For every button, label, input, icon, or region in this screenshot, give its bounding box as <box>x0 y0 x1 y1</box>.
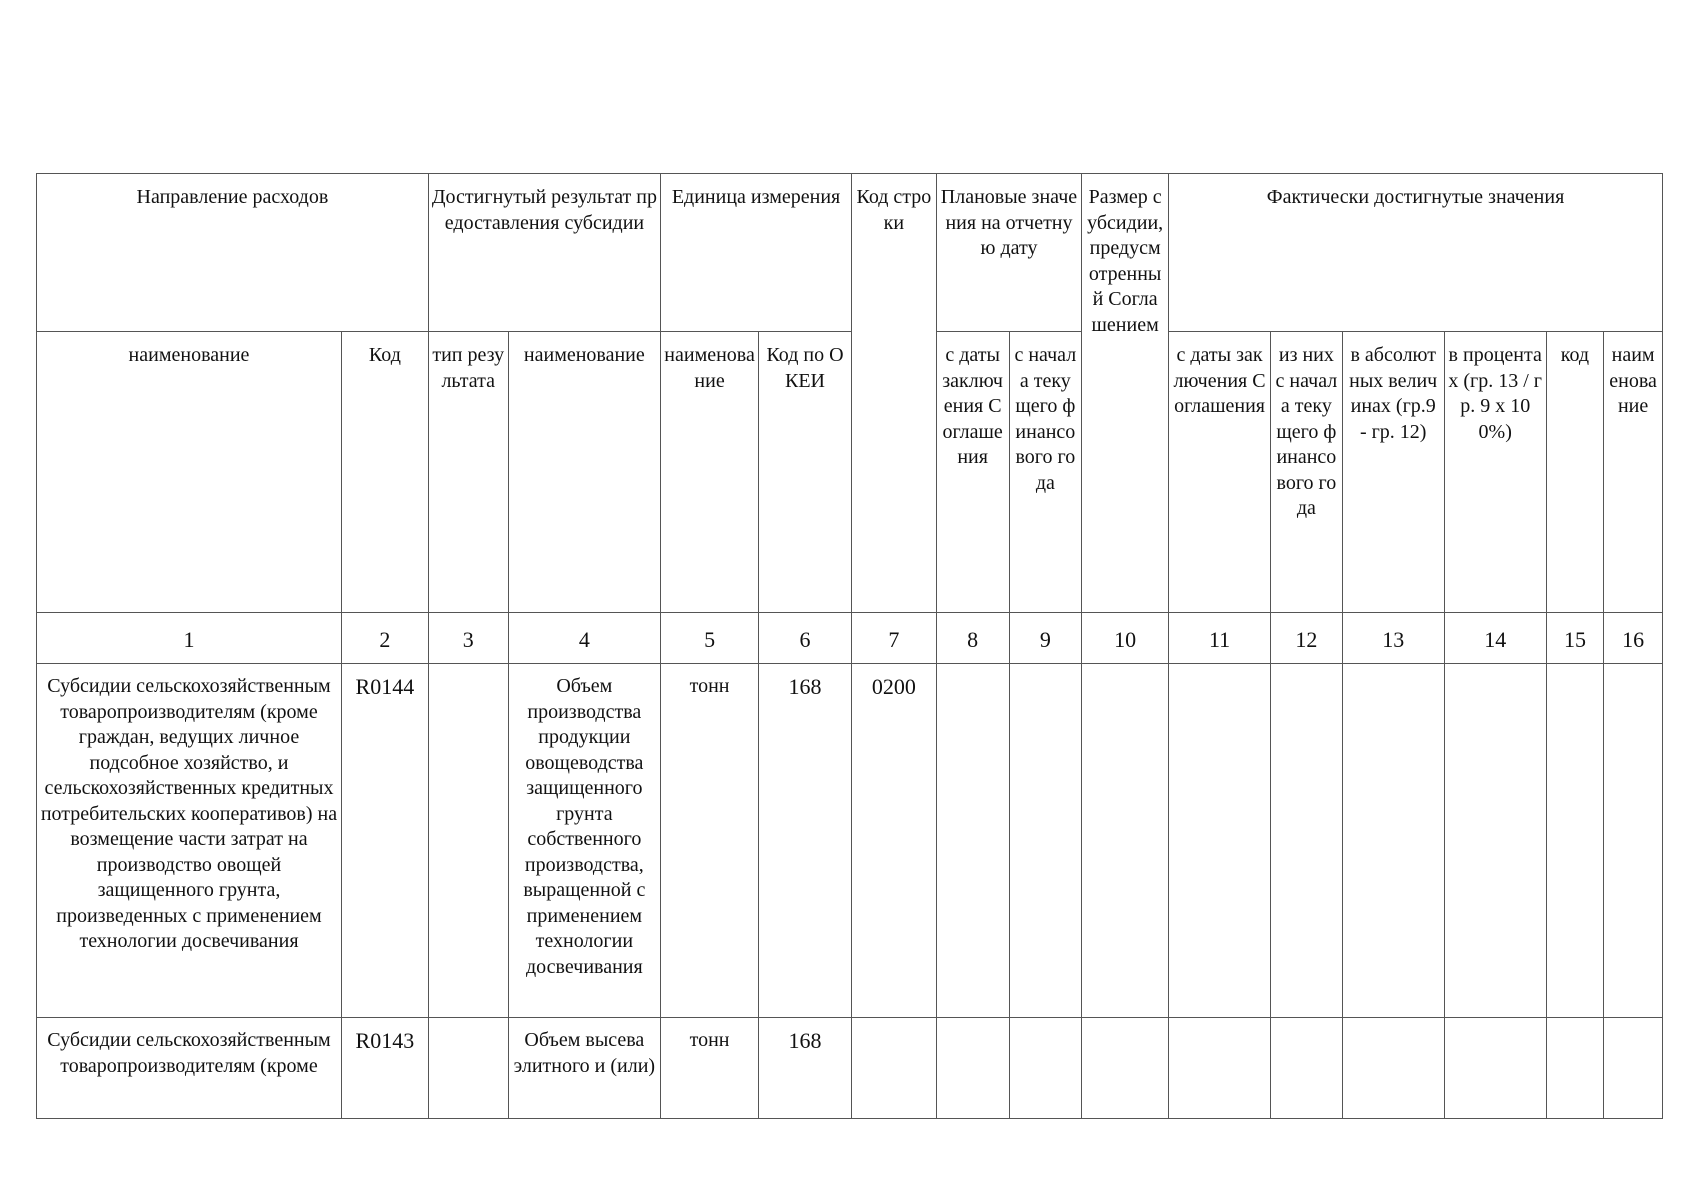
subheader-naimenovanie-edinicy: наименование <box>661 332 759 613</box>
cell-empty <box>1342 1018 1444 1119</box>
cell-napravlenie: Субсидии сельскохозяйственным товаропроизводителям (кроме <box>37 1018 342 1119</box>
column-number: 4 <box>508 613 661 664</box>
cell-edinica: тонн <box>661 1018 759 1119</box>
column-number: 14 <box>1444 613 1546 664</box>
cell-empty <box>936 1018 1009 1119</box>
subheader-kod-okei: Код по ОКЕИ <box>759 332 852 613</box>
cell-empty <box>1342 664 1444 1018</box>
cell-rezultat: Объем производства продукции овощеводства защищенного грунта собственного производства, выращенной с применением технологии досвечивания <box>508 664 661 1018</box>
column-numbers-row <box>37 613 1663 664</box>
header-planovye: Плановые значения на отчетную дату <box>936 174 1081 332</box>
cell-empty <box>1169 1018 1271 1119</box>
column-number: 7 <box>851 613 936 664</box>
cell-kod: R0143 <box>341 1018 428 1119</box>
cell-empty <box>1444 664 1546 1018</box>
cell-empty <box>1444 1018 1546 1119</box>
cell-tip <box>428 1018 508 1119</box>
subheader-s-nachala: с начала текущего финансового года <box>1009 332 1082 613</box>
column-number: 11 <box>1169 613 1271 664</box>
cell-kod-stroki <box>851 1018 936 1119</box>
subheader-tip: тип результата <box>428 332 508 613</box>
column-number: 2 <box>341 613 428 664</box>
subheader-iz-nih: из них с начала текущего финансового года <box>1271 332 1343 613</box>
header-edinica: Единица измерения <box>661 174 852 332</box>
subheader-naimenovanie-prichiny: наименование <box>1604 332 1663 613</box>
column-number: 6 <box>759 613 852 664</box>
cell-okei: 168 <box>759 664 852 1018</box>
header-fakticheski: Фактически достигнутые значения <box>1169 174 1663 332</box>
subheader-s-daty-fakt: с даты заключения Соглашения <box>1169 332 1271 613</box>
cell-empty <box>1082 664 1169 1018</box>
header-napravlenie: Направление расходов <box>37 174 429 332</box>
subheader-kod: Код <box>341 332 428 613</box>
cell-empty <box>1009 664 1082 1018</box>
table-row <box>37 664 1663 1018</box>
subheader-naimenovanie-rezultata: наименование <box>508 332 661 613</box>
header-razmer: Размер субсидии, предусмотренный Соглашением <box>1082 174 1169 613</box>
column-number: 13 <box>1342 613 1444 664</box>
subheader-naimenovanie: наименование <box>37 332 342 613</box>
subheader-kod-prichiny: код <box>1546 332 1604 613</box>
subheader-v-procentah: в процентах (гр. 13 / гр. 9 x 100%) <box>1444 332 1546 613</box>
column-number: 1 <box>37 613 342 664</box>
cell-empty <box>1604 1018 1663 1119</box>
subheader-v-absolyutnyh: в абсолютных величинах (гр.9 - гр. 12) <box>1342 332 1444 613</box>
cell-empty <box>1546 1018 1604 1119</box>
column-number: 16 <box>1604 613 1663 664</box>
subheader-s-daty: с даты заключения Соглашения <box>936 332 1009 613</box>
header-dostignutyi: Достигнутый результат предоставления субсидии <box>428 174 660 332</box>
column-number: 12 <box>1271 613 1343 664</box>
cell-kod: R0144 <box>341 664 428 1018</box>
cell-empty <box>1271 664 1343 1018</box>
cell-kod-stroki: 0200 <box>851 664 936 1018</box>
cell-edinica: тонн <box>661 664 759 1018</box>
column-number: 15 <box>1546 613 1604 664</box>
cell-rezultat: Объем высева элитного и (или) <box>508 1018 661 1119</box>
cell-empty <box>1604 664 1663 1018</box>
table-row <box>37 1018 1663 1119</box>
cell-empty <box>1546 664 1604 1018</box>
column-number: 9 <box>1009 613 1082 664</box>
cell-empty <box>1271 1018 1343 1119</box>
cell-tip <box>428 664 508 1018</box>
cell-napravlenie: Субсидии сельскохозяйственным товаропроизводителям (кроме граждан, ведущих личное подсобное хозяйство, и сельскохозяйственных кредитных потребительских кооперативов) на возмещение части затрат на производство овощей защищенного грунта, произведенных с применением технологии досвечивания <box>37 664 342 1018</box>
cell-empty <box>1082 1018 1169 1119</box>
cell-okei: 168 <box>759 1018 852 1119</box>
cell-empty <box>936 664 1009 1018</box>
column-number: 3 <box>428 613 508 664</box>
header-kod-stroki: Код строки <box>851 174 936 613</box>
cell-empty <box>1009 1018 1082 1119</box>
column-number: 5 <box>661 613 759 664</box>
report-table <box>36 173 1663 1119</box>
column-number: 10 <box>1082 613 1169 664</box>
cell-empty <box>1169 664 1271 1018</box>
column-number: 8 <box>936 613 1009 664</box>
